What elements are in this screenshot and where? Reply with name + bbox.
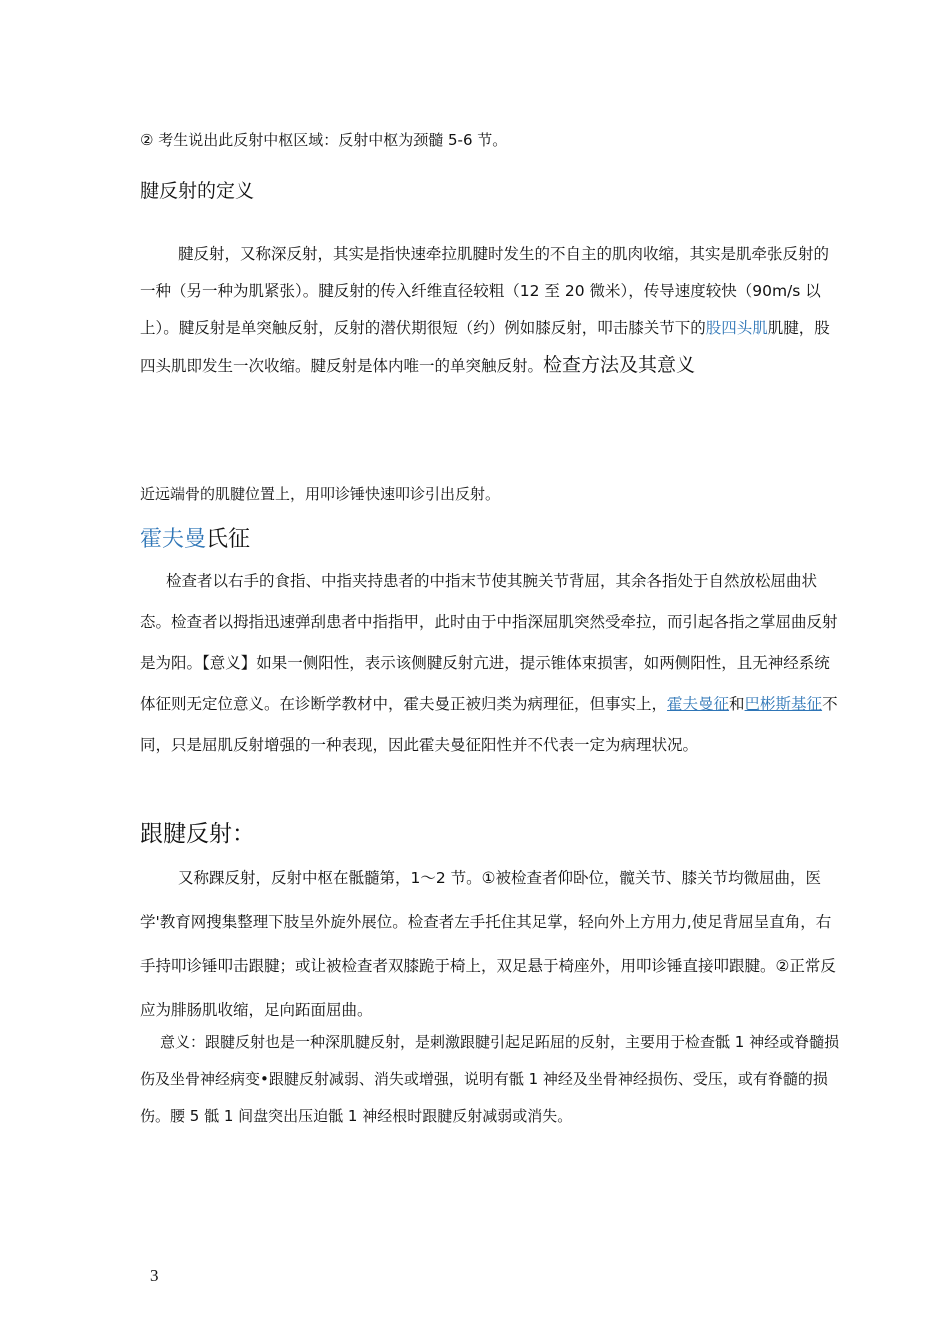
- paragraph-hoffmann: [140, 561, 840, 766]
- paragraph-text: 肌腱，股四头肌即发生一次收缩。腱反射是体内唯一的单突触反射。: [140, 319, 830, 375]
- babinski-sign-link[interactable]: 巴彬斯基征: [744, 695, 823, 713]
- heading-achilles-reflex: 跟腱反射：: [140, 821, 255, 847]
- paragraph-text: 不同，只是屈肌反射增强的一种表现，因此霍夫曼征阳性并不代表一定为病理状况。: [140, 695, 838, 754]
- hoffmann-sign-link[interactable]: 霍夫曼征: [667, 695, 730, 713]
- paragraph-text: 检查者以右手的食指、中指夹持患者的中指末节使其腕关节背屈，其余各指处于自然放松屈曲状态。检查者以拇指迅速弹刮患者中指指甲，此时由于中指深屈肌突然受牵拉，而引起各指之掌屈曲反射是为阳。【意义】如果一侧阳性，表示该侧腱反射亢进，提示锥体束损害，如两侧阳性，且无神经系统体征则无定位意义。在诊断学教材中，霍夫曼正被归类为病理征，但事实上，: [140, 572, 838, 713]
- page-number: 3: [150, 1266, 159, 1285]
- heading-tendon-reflex: 腱反射的定义: [140, 180, 255, 202]
- paragraph-tendon-reflex: [140, 236, 840, 385]
- paragraph-achilles: 又称踝反射，反射中枢在骶髓第，1～2 节。①被检查者仰卧位，髋关节、膝关节均微屈曲，医学'教育网搜集整理下肢呈外旋外展位。检查者左手托住其足掌，轻向外上方用力,使足背屈呈直角，右手持叩诊锤叩击跟腱；或让被检查者双膝跪于椅上，双足悬于椅座外，用叩诊锤直接叩跟腱。②正常反应为腓肠肌收缩，足向跖面屈曲。: [140, 869, 836, 1019]
- quadriceps-link[interactable]: 股四头肌: [705, 319, 768, 337]
- heading-exam-method: 检查方法及其意义: [543, 354, 696, 376]
- line-near-far: 近远端骨的肌腱位置上，用叩诊锤快速叩诊引出反射。: [140, 485, 501, 503]
- heading-text: 氏征: [206, 527, 251, 552]
- paragraph-significance: 意义：跟腱反射也是一种深肌腱反射，是刺激跟腱引起足跖屈的反射，主要用于检查骶 1 神经或脊髓损伤及坐骨神经病变•跟腱反射减弱、消失或增强，说明有骶 1 神经及坐骨神经损伤、受压，或有脊髓的损伤。腰 5 骶 1 间盘突出压迫骶 1 神经根时跟腱反射减弱或消失。: [140, 1033, 840, 1125]
- and-text: 和: [729, 695, 745, 713]
- heading-hoffmann: [140, 522, 840, 553]
- hoffmann-link[interactable]: 霍夫曼: [140, 527, 207, 552]
- paragraph-text: 腱反射，又称深反射，其实是指快速牵拉肌腱时发生的不自主的肌肉收缩，其实是肌牵张反射的一种（另一种为肌紧张）。腱反射的传入纤维直径较粗（12 至 20 微米），传导速度较快（90m/s 以上）。腱反射是单突触反射，反射的潜伏期很短（约）例如膝反射，叩击膝关节下的: [140, 245, 830, 337]
- line-reflex-center: ② 考生说出此反射中枢区域：反射中枢为颈髓 5-6 节。: [140, 131, 508, 149]
